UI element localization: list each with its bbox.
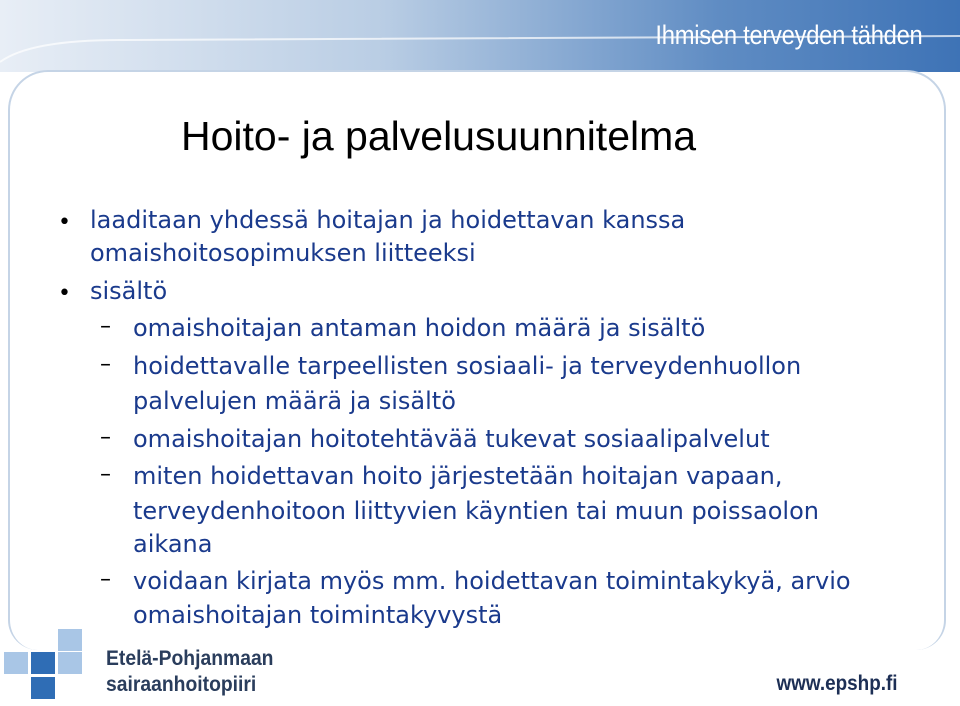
bullet-marker: • — [58, 281, 71, 306]
header-tagline: Ihmisen terveyden tähden — [654, 20, 922, 50]
bullet-marker: • — [58, 210, 71, 235]
subitem-4-line-1: miten hoidettavan hoito järjestetään hoitajan vapaan, — [133, 462, 783, 490]
subitem-4-line-3: aikana — [133, 530, 213, 558]
org-logo — [0, 625, 320, 702]
org-name-line-1: Etelä-Pohjanmaan — [106, 647, 274, 670]
dash-marker: – — [100, 462, 111, 487]
subitem-5-line-1: voidaan kirjata myös mm. hoidettavan toimintakykyä, arvio — [133, 567, 851, 595]
org-name-line-2: sairaanhoitopiiri — [106, 673, 257, 696]
bullet-item-1-line-1: laaditaan yhdessä hoitajan ja hoidettavan kanssa — [90, 206, 686, 234]
cross-logo-icon — [0, 625, 100, 702]
subitem-5-line-2: omaishoitajan toimintakyvystä — [133, 601, 503, 629]
website-link[interactable]: www.epshp.fi — [776, 672, 898, 695]
bullet-item-1-line-2: omaishoitosopimuksen liitteeksi — [90, 239, 476, 267]
dash-marker: – — [100, 352, 111, 377]
subitem-3-line-1: omaishoitajan hoitotehtävää tukevat sosiaalipalvelut — [133, 425, 770, 453]
dash-marker: – — [100, 314, 111, 339]
subitem-2-line-2: palvelujen määrä ja sisältö — [133, 387, 456, 415]
slide-title: Hoito- ja palvelusuunnitelma — [181, 113, 697, 159]
subitem-4-line-2: terveydenhoitoon liittyvien käyntien tai muun poissaolon — [133, 497, 819, 525]
subitem-1-line-1: omaishoitajan antaman hoidon määrä ja sisältö — [133, 314, 706, 342]
dash-marker: – — [100, 567, 111, 592]
dash-marker: – — [100, 425, 111, 450]
subitem-2-line-1: hoidettavalle tarpeellisten sosiaali- ja terveydenhuollon — [133, 352, 802, 380]
bullet-item-2-line-1: sisältö — [90, 277, 168, 305]
